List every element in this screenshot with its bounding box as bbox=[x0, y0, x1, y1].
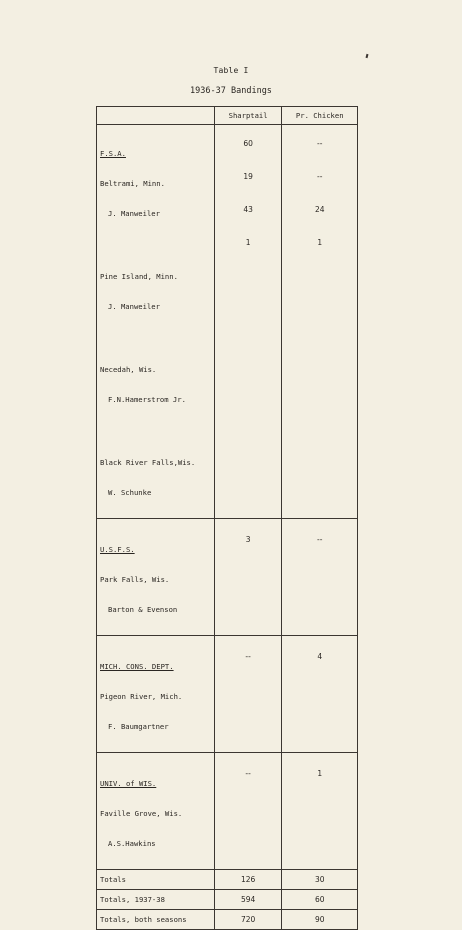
entry-place: Pigeon River, Mich. bbox=[100, 692, 183, 701]
totals-sharptail: 594 bbox=[214, 890, 282, 910]
chicken-cell bbox=[282, 753, 358, 870]
chicken-value: 24 bbox=[314, 205, 325, 214]
sharptail-value: -- bbox=[245, 652, 251, 661]
sharptail-value: 1 bbox=[245, 238, 251, 247]
chicken-value: 1 bbox=[317, 238, 323, 247]
sharptail-cell bbox=[214, 753, 282, 870]
chicken-value: -- bbox=[317, 535, 323, 544]
chicken-value: -- bbox=[317, 139, 323, 148]
sharptail-value: 19 bbox=[243, 172, 253, 181]
sharptail-cell bbox=[214, 125, 282, 519]
group-row-fsa bbox=[97, 125, 358, 519]
entry-person: A.S.Hawkins bbox=[108, 839, 156, 848]
sharptail-cell bbox=[214, 636, 282, 753]
totals-chicken: 60 bbox=[282, 890, 358, 910]
totals-row bbox=[97, 910, 358, 930]
header-chicken: Pr. Chicken bbox=[282, 107, 358, 125]
chicken-value: -- bbox=[317, 172, 323, 181]
chicken-value: 1 bbox=[317, 769, 323, 778]
header-location bbox=[97, 107, 215, 125]
header-sharptail: Sharptail bbox=[214, 107, 282, 125]
group-cell bbox=[97, 125, 215, 519]
totals-sharptail: 720 bbox=[214, 910, 282, 930]
chicken-cell bbox=[282, 519, 358, 636]
entry-place: Faville Grove, Wis. bbox=[100, 809, 183, 818]
chicken-cell bbox=[282, 125, 358, 519]
sharptail-value: 43 bbox=[243, 205, 253, 214]
group-row-univ bbox=[97, 753, 358, 870]
entry-place: Park Falls, Wis. bbox=[100, 575, 170, 584]
group-cell bbox=[97, 636, 215, 753]
entry-person: J. Manweiler bbox=[108, 209, 160, 218]
group-org: UNIV. of WIS. bbox=[100, 779, 157, 788]
entry-place: Pine Island, Minn. bbox=[100, 272, 178, 281]
totals-sharptail: 126 bbox=[214, 870, 282, 890]
totals-row bbox=[97, 870, 358, 890]
ink-mark bbox=[366, 54, 369, 58]
sharptail-value: 3 bbox=[245, 535, 251, 544]
chicken-value: 4 bbox=[317, 652, 323, 661]
sharptail-cell bbox=[214, 519, 282, 636]
sharptail-value: -- bbox=[245, 769, 251, 778]
totals-label: Totals bbox=[97, 870, 215, 890]
group-row-mich bbox=[97, 636, 358, 753]
group-cell bbox=[97, 753, 215, 870]
group-cell bbox=[97, 519, 215, 636]
entry-person: Barton & Evenson bbox=[108, 605, 178, 614]
chicken-cell bbox=[282, 636, 358, 753]
group-org: F.S.A. bbox=[100, 149, 126, 158]
group-org: MICH. CONS. DEPT. bbox=[100, 662, 174, 671]
totals-label: Totals, 1937-38 bbox=[97, 890, 215, 910]
totals-row bbox=[97, 890, 358, 910]
table-title: Table I bbox=[213, 66, 249, 75]
header-row bbox=[97, 107, 358, 125]
entry-place: Beltrami, Minn. bbox=[100, 179, 165, 188]
entry-person: F. Baumgartner bbox=[108, 722, 169, 731]
totals-chicken: 90 bbox=[282, 910, 358, 930]
entry-person: J. Manweiler bbox=[108, 302, 160, 311]
entry-person: F.N.Hamerstrom Jr. bbox=[108, 395, 186, 404]
entry-place: Black River Falls,Wis. bbox=[100, 458, 196, 467]
group-row-usfs bbox=[97, 519, 358, 636]
entry-person: W. Schunke bbox=[108, 488, 152, 497]
totals-chicken: 30 bbox=[282, 870, 358, 890]
totals-label: Totals, both seasons bbox=[97, 910, 215, 930]
group-org: U.S.F.S. bbox=[100, 545, 135, 554]
sharptail-value: 60 bbox=[243, 139, 253, 148]
table-subtitle: 1936-37 Bandings bbox=[190, 86, 272, 96]
entry-place: Necedah, Wis. bbox=[100, 365, 157, 374]
bandings-table bbox=[96, 106, 358, 930]
